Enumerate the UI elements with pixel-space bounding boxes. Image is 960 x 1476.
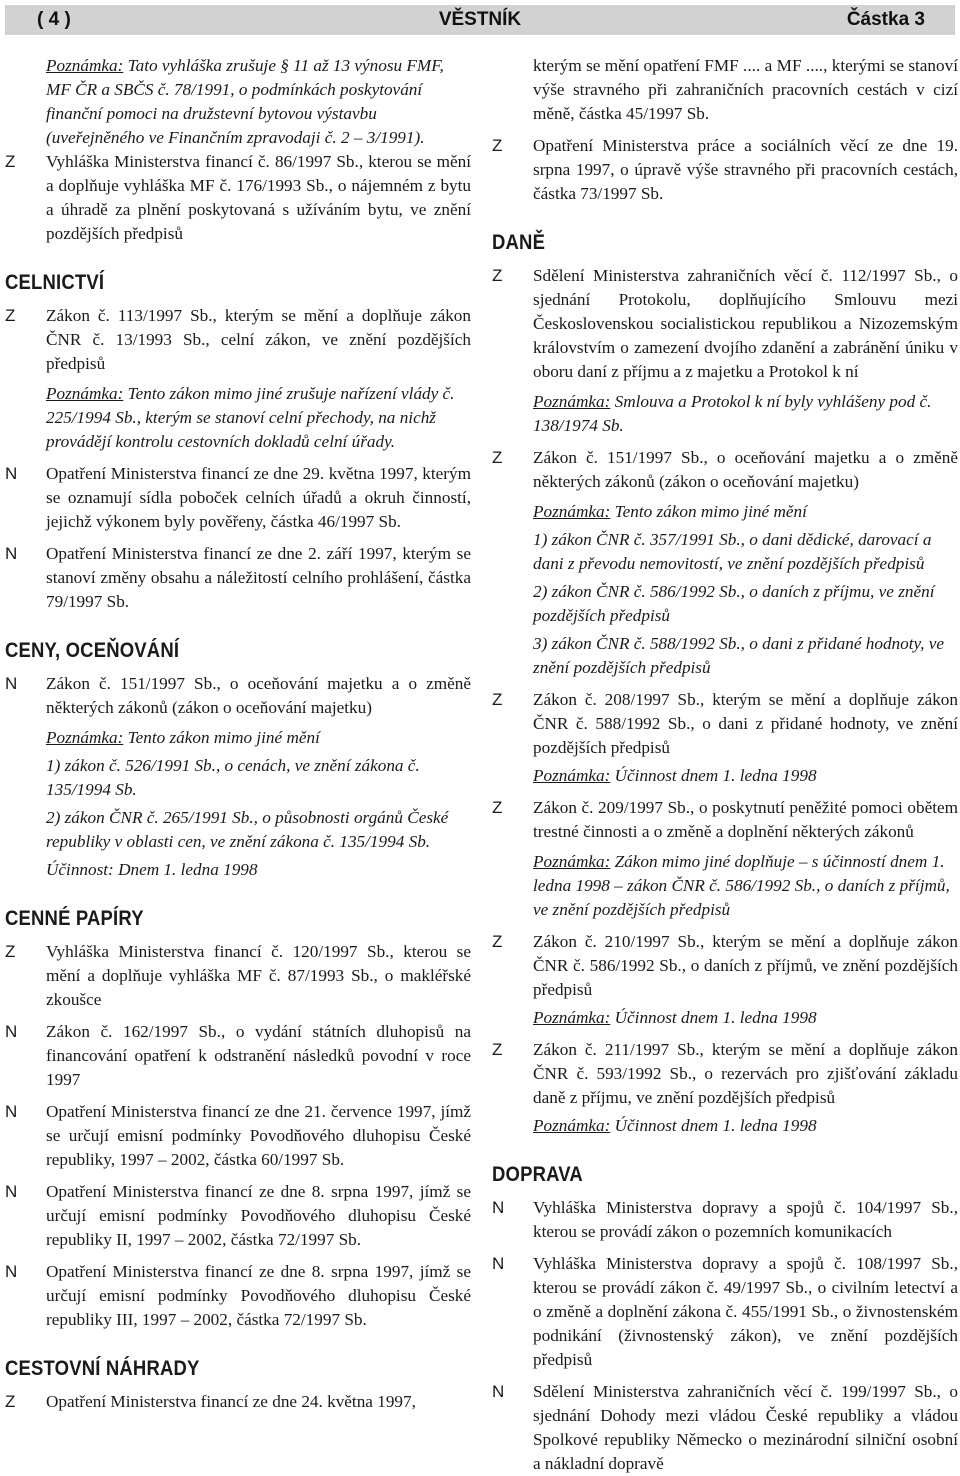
- entry-marker: Z: [492, 448, 503, 467]
- entry-marker: N: [5, 674, 18, 693]
- entry-marker: N: [492, 1254, 505, 1273]
- entry-marker: N: [5, 1182, 18, 1201]
- entry-text: Sdělení Ministerstva zahraničních věcí č. 199/1997 Sb., o sjednání Dohody mezi vládou České republiky a vládou Spolkové republiky Německo o mezinárodní silniční osobní a nákladní dopravě: [533, 1382, 958, 1473]
- list-item: [5, 304, 471, 376]
- list-item: [492, 1380, 958, 1476]
- section-heading-doprava: DOPRAVA: [492, 1162, 583, 1186]
- note: Poznámka: Smlouva a Protokol k ní byly vyhlášeny pod č. 138/1974 Sb.: [533, 392, 932, 435]
- entry-marker: Z: [492, 266, 503, 285]
- list-item: [492, 1038, 958, 1110]
- entry-text: Vyhláška Ministerstva dopravy a spojů č. 104/1997 Sb., kterou se provádí zákon o pozemních komunikacích: [533, 1198, 958, 1241]
- entry-marker: Z: [492, 136, 503, 155]
- list-item: [492, 688, 958, 760]
- entry-text: Zákon č. 113/1997 Sb., kterým se mění a doplňuje zákon ČNR č. 13/1993 Sb., celní zákon, ve znění pozdějších předpisů: [46, 306, 471, 373]
- entry-marker: Z: [492, 1040, 503, 1059]
- page-number: ( 4 ): [37, 9, 71, 30]
- issue-number: Částka 3: [846, 9, 925, 30]
- entry-text: Opatření Ministerstva financí ze dne 29. května 1997, kterým se oznamují sídla poboček celních úřadů a okruh činností, jejichž výkonem byly pověřeny, částka 46/1997 Sb.: [46, 464, 471, 531]
- entry-text: Opatření Ministerstva financí ze dne 24. května 1997,: [46, 1392, 416, 1411]
- list-item: [5, 462, 471, 534]
- list-item: [492, 930, 958, 1002]
- continued-text: kterým se mění opatření FMF .... a MF ...., kterými se stanoví výše stravného při zahraničních pracovních cestách v cizí měně, částka 45/1997 Sb.: [533, 56, 958, 123]
- note: Poznámka: Účinnost dnem 1. ledna 1998: [533, 766, 817, 785]
- entry-text: Opatření Ministerstva financí ze dne 2. září 1997, kterým se stanoví změny obsahu a náležitostí celního prohlášení, částka 79/1997 Sb.: [46, 544, 471, 611]
- list-item: [5, 940, 471, 1012]
- entry-marker: N: [492, 1382, 505, 1401]
- entry-marker: N: [5, 544, 18, 563]
- note-item: 2) zákon ČNR č. 265/1991 Sb., o působnosti orgánů České republiky v oblasti cen, ve znění zákona č. 135/1994 Sb.: [46, 808, 449, 851]
- entry-text: Sdělení Ministerstva zahraničních věcí č. 112/1997 Sb., o sjednání Protokolu, doplňujícího Smlouvu mezi Československou socialistickou republikou a Nizozemským královstvím o zamezení dvojího zdanění a zabránění úniku v oboru daní z příjmu a z majetku a Protokol k ní: [533, 266, 958, 381]
- list-item: [492, 796, 958, 844]
- entry-text: Vyhláška Ministerstva financí č. 86/1997 Sb., kterou se mění a doplňuje vyhláška MF č. 176/1993 Sb., o nájemném z bytu a úhradě za plnění poskytovaná s užíváním bytu, ve znění pozdějších předpisů: [46, 152, 471, 243]
- journal-title: VĚSTNÍK: [438, 9, 522, 30]
- entry-marker: Z: [5, 306, 16, 325]
- entry-text: Opatření Ministerstva financí ze dne 21. července 1997, jímž se určují emisní podmínky Povodňového dluhopisu České republiky, 1997 – 2002, částka 60/1997 Sb.: [46, 1102, 471, 1169]
- list-item: [492, 1252, 958, 1372]
- list-item: [5, 1100, 471, 1172]
- entry-text: Opatření Ministerstva práce a sociálních věcí ze dne 19. srpna 1997, o úpravě výše stravného při pracovních cestách, částka 73/1997 Sb.: [533, 136, 958, 203]
- entry-marker: Z: [5, 942, 16, 961]
- note: Poznámka: Tato vyhláška zrušuje § 11 až 13 výnosu FMF, MF ČR a SBČS č. 78/1991, o podmínkách poskytování finanční pomoci na družstevní bytovou výstavbu (uveřejněného ve Finančním zpravodaji č. 2 – 3/1991).: [46, 56, 444, 147]
- list-item: [492, 446, 958, 494]
- section-heading-cestovni-nahrady: CESTOVNÍ NÁHRADY: [5, 1356, 200, 1380]
- list-item: [492, 264, 958, 384]
- note: Poznámka: Tento zákon mimo jiné mění: [533, 502, 807, 521]
- note-item: 3) zákon ČNR č. 588/1992 Sb., o dani z přidané hodnoty, ve znění pozdějších předpisů: [533, 634, 945, 677]
- list-item: [5, 1020, 471, 1092]
- note: Poznámka: Účinnost dnem 1. ledna 1998: [533, 1116, 817, 1135]
- section-heading-cenne-papiry: CENNÉ PAPÍRY: [5, 906, 144, 930]
- entry-text: Zákon č. 209/1997 Sb., o poskytnutí peněžité pomoci obětem trestné činnosti a o změně a doplnění některých zákonů: [533, 798, 958, 841]
- effective-date: Účinnost: Dnem 1. ledna 1998: [46, 860, 258, 879]
- list-item: [5, 542, 471, 614]
- note-item: 1) zákon č. 526/1991 Sb., o cenách, ve znění zákona č. 135/1994 Sb.: [46, 756, 420, 799]
- entry-text: Zákon č. 151/1997 Sb., o oceňování majetku a o změně některých zákonů (zákon o oceňování majetku): [46, 674, 471, 717]
- section-heading-ceny: CENY, OCEŇOVÁNÍ: [5, 638, 180, 662]
- left-column: [5, 54, 471, 1414]
- note: Poznámka: Tento zákon mimo jiné zrušuje nařízení vlády č. 225/1994 Sb., kterým se stanoví celní přechody, na nichž provádějí kontrolu cestovních dokladů celní úřady.: [46, 384, 455, 451]
- entry-text: Zákon č. 211/1997 Sb., kterým se mění a doplňuje zákon ČNR č. 593/1992 Sb., o rezervách pro zjišťování základu daně z příjmu, ve znění pozdějších předpisů: [533, 1040, 958, 1107]
- list-item: [5, 1260, 471, 1332]
- entry-marker: Z: [5, 1392, 16, 1411]
- note-item: 2) zákon ČNR č. 586/1992 Sb., o daních z příjmu, ve znění pozdějších předpisů: [533, 582, 935, 625]
- entry-marker: Z: [492, 690, 503, 709]
- note: Poznámka: Zákon mimo jiné doplňuje – s účinností dnem 1. ledna 1998 – zákon ČNR č. 586/1992 Sb., o daních z příjmů, ve znění pozdějších předpisů: [533, 852, 950, 919]
- entry-text: Zákon č. 210/1997 Sb., kterým se mění a doplňuje zákon ČNR č. 586/1992 Sb., o daních z příjmů, ve znění pozdějších předpisů: [533, 932, 958, 999]
- list-item: [492, 1196, 958, 1244]
- entry-text: Opatření Ministerstva financí ze dne 8. srpna 1997, jímž se určují emisní podmínky Povodňového dluhopisu České republiky II, 1997 – 2002, částka 72/1997 Sb.: [46, 1182, 471, 1249]
- entry-text: Zákon č. 162/1997 Sb., o vydání státních dluhopisů na financování opatření k odstranění následků povodní v roce 1997: [46, 1022, 471, 1089]
- entry-marker: N: [5, 1102, 18, 1121]
- entry-marker: N: [492, 1198, 505, 1217]
- note-item: 1) zákon ČNR č. 357/1991 Sb., o dani dědické, darovací a dani z převodu nemovitostí, ve znění pozdějších předpisů: [533, 530, 932, 573]
- entry-text: Zákon č. 208/1997 Sb., kterým se mění a doplňuje zákon ČNR č. 588/1992 Sb., o dani z přidané hodnoty, ve znění pozdějších předpisů: [533, 690, 958, 757]
- entry-marker: N: [5, 1262, 18, 1281]
- entry-text: Vyhláška Ministerstva dopravy a spojů č. 108/1997 Sb., kterou se provádí zákon č. 49/1997 Sb., o civilním letectví a o změně a doplnění zákona č. 455/1991 Sb., o živnostenském podnikání (živnostenský zákon), ve znění pozdějších předpisů: [533, 1254, 958, 1369]
- entry-marker: Z: [5, 152, 16, 171]
- list-item: [5, 150, 471, 246]
- note: Poznámka: Tento zákon mimo jiné mění: [46, 728, 320, 747]
- entry-marker: N: [5, 464, 18, 483]
- entry-text: Vyhláška Ministerstva financí č. 120/1997 Sb., kterou se mění a doplňuje vyhláška MF č. 87/1993 Sb., o makléřské zkoušce: [46, 942, 471, 1009]
- section-heading-dane: DANĚ: [492, 230, 546, 254]
- note: Poznámka: Účinnost dnem 1. ledna 1998: [533, 1008, 817, 1027]
- list-item: [5, 1390, 471, 1414]
- entry-text: Zákon č. 151/1997 Sb., o oceňování majetku a o změně některých zákonů (zákon o oceňování majetku): [533, 448, 958, 491]
- page-header: [5, 5, 955, 35]
- section-heading-celnictvi: CELNICTVÍ: [5, 270, 105, 294]
- entry-marker: N: [5, 1022, 18, 1041]
- list-item: [492, 134, 958, 206]
- list-item: [5, 1180, 471, 1252]
- right-column: [492, 54, 958, 1476]
- entry-marker: Z: [492, 798, 503, 817]
- entry-marker: Z: [492, 932, 503, 951]
- list-item: [5, 672, 471, 720]
- entry-text: Opatření Ministerstva financí ze dne 8. srpna 1997, jímž se určují emisní podmínky Povodňového dluhopisu České republiky III, 1997 – 2002, částka 72/1997 Sb.: [46, 1262, 471, 1329]
